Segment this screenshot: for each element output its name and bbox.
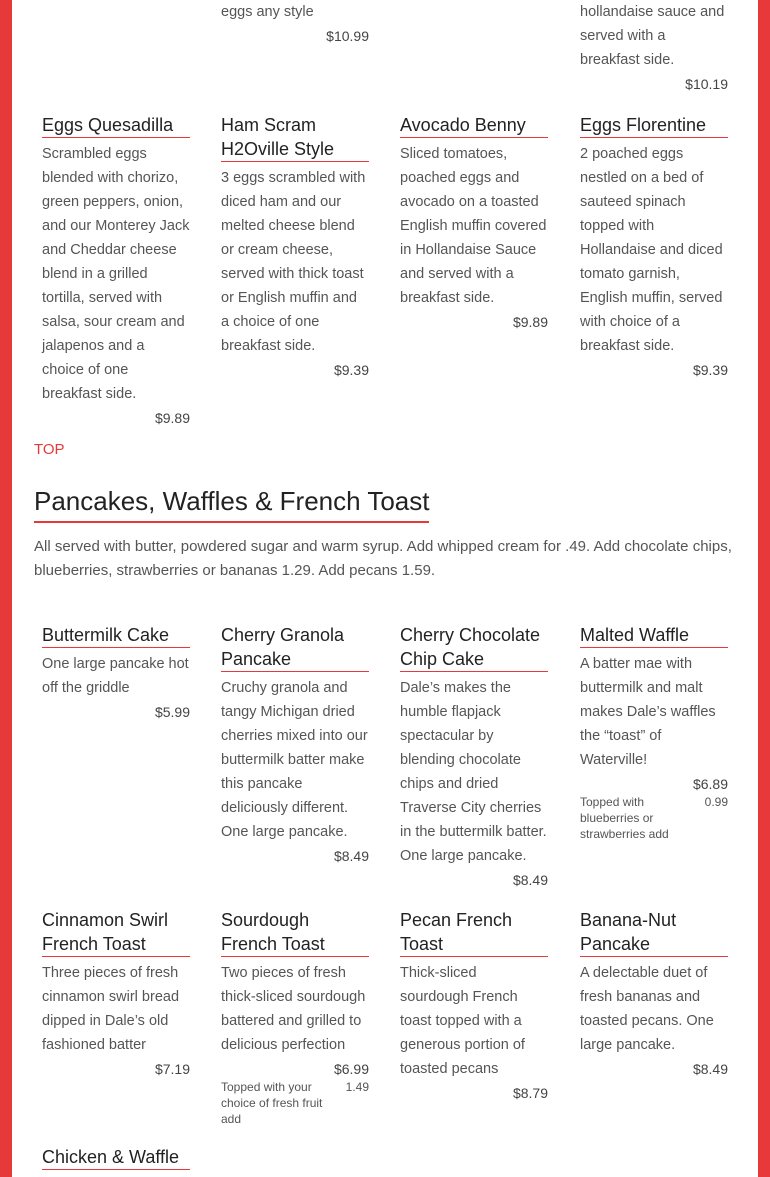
menu-item bbox=[400, 113, 548, 332]
menu-item bbox=[221, 623, 369, 866]
item-price: $7.19 bbox=[154, 1061, 190, 1077]
item-price: $9.39 bbox=[333, 362, 369, 378]
menu-item-partial bbox=[580, 0, 728, 94]
item-description: A delectable duet of fresh bananas and toasted pecans. One large pancake. bbox=[580, 965, 714, 1053]
item-description: hollandaise sauce and served with a breakfast side. bbox=[580, 4, 725, 68]
item-price: $10.99 bbox=[326, 28, 369, 44]
item-addon bbox=[580, 794, 728, 842]
menu-item bbox=[221, 113, 369, 380]
section-title: Pancakes, Waffles & French Toast bbox=[34, 484, 429, 523]
menu-item-partial bbox=[221, 0, 369, 46]
addon-price: 0.99 bbox=[704, 795, 728, 809]
menu-item bbox=[42, 113, 190, 428]
item-title: Avocado Benny bbox=[400, 113, 548, 138]
addon-price: 1.49 bbox=[345, 1080, 369, 1094]
item-price: $9.39 bbox=[692, 362, 728, 378]
item-description: Scrambled eggs blended with chorizo, green peppers, onion, and our Monterey Jack and Cheddar cheese blend in a grilled tortilla, served with salsa, sour cream and jalapenos and a choice of one breakfast side. bbox=[42, 146, 190, 402]
item-title: Eggs Quesadilla bbox=[42, 113, 190, 138]
menu-item bbox=[221, 908, 369, 1127]
item-price: $8.49 bbox=[692, 1061, 728, 1077]
menu-item bbox=[42, 623, 190, 722]
item-description: Thick-sliced sourdough French toast topped with a generous portion of toasted pecans bbox=[400, 965, 525, 1077]
menu-page bbox=[12, 0, 758, 1177]
menu-item bbox=[42, 908, 190, 1079]
addon-text: Topped with blueberries or strawberries add bbox=[580, 795, 669, 841]
item-description: 2 poached eggs nestled on a bed of sauteed spinach topped with Hollandaise and diced tomato garnish, English muffin, served with choice of a breakfast side. bbox=[580, 146, 723, 354]
item-price: $8.79 bbox=[512, 1085, 548, 1101]
item-description: Dale’s makes the humble flapjack spectacular by blending chocolate chips and dried Traverse City cherries in the buttermilk batter. One large pancake. bbox=[400, 680, 547, 864]
item-price: $8.49 bbox=[512, 872, 548, 888]
item-description: eggs any style bbox=[221, 4, 314, 20]
item-description: 3 eggs scrambled with diced ham and our melted cheese blend or cream cheese, served with thick toast or English muffin and a choice of one breakfast side. bbox=[221, 170, 366, 354]
item-addon bbox=[221, 1079, 369, 1127]
item-title: Cinnamon Swirl French Toast bbox=[42, 908, 190, 957]
item-title: Pecan French Toast bbox=[400, 908, 548, 957]
menu-item bbox=[580, 113, 728, 380]
item-price: $10.19 bbox=[685, 76, 728, 92]
top-link[interactable]: TOP bbox=[34, 441, 65, 458]
item-title: Eggs Florentine bbox=[580, 113, 728, 138]
item-title: Banana-Nut Pancake bbox=[580, 908, 728, 957]
item-description: Cruchy granola and tangy Michigan dried cherries mixed into our buttermilk batter make this pancake deliciously different. One large pancake. bbox=[221, 680, 368, 840]
item-title: Buttermilk Cake bbox=[42, 623, 190, 648]
item-description: Sliced tomatoes, poached eggs and avocado on a toasted English muffin covered in Hollandaise Sauce and served with a breakfast side. bbox=[400, 146, 547, 306]
menu-item bbox=[580, 623, 728, 842]
menu-item bbox=[580, 908, 728, 1079]
menu-item bbox=[400, 908, 548, 1103]
item-title: Sourdough French Toast bbox=[221, 908, 369, 957]
item-description: A batter mae with buttermilk and malt makes Dale’s waffles the “toast” of Waterville! bbox=[580, 656, 716, 768]
section-intro: All served with butter, powdered sugar and warm syrup. Add whipped cream for .49. Add chocolate chips, blueberries, strawberries or bananas 1.29. Add pecans 1.59. bbox=[34, 538, 732, 579]
item-price: $6.99 bbox=[333, 1061, 369, 1077]
menu-item bbox=[400, 623, 548, 890]
item-price: $6.89 bbox=[692, 776, 728, 792]
item-title: Malted Waffle bbox=[580, 623, 728, 648]
item-description: Three pieces of fresh cinnamon swirl bread dipped in Dale’s old fashioned batter bbox=[42, 965, 180, 1053]
addon-text: Topped with your choice of fresh fruit add bbox=[221, 1080, 323, 1126]
item-price: $9.89 bbox=[512, 314, 548, 330]
menu-item bbox=[42, 1145, 190, 1170]
item-title: Chicken & Waffle bbox=[42, 1145, 190, 1170]
item-title: Cherry Chocolate Chip Cake bbox=[400, 623, 548, 672]
item-price: $5.99 bbox=[154, 704, 190, 720]
item-description: One large pancake hot off the griddle bbox=[42, 656, 189, 696]
item-title: Ham Scram H2Oville Style bbox=[221, 113, 369, 162]
item-price: $9.89 bbox=[154, 410, 190, 426]
item-price: $8.49 bbox=[333, 848, 369, 864]
item-title: Cherry Granola Pancake bbox=[221, 623, 369, 672]
item-description: Two pieces of fresh thick-sliced sourdough battered and grilled to delicious perfection bbox=[221, 965, 366, 1053]
